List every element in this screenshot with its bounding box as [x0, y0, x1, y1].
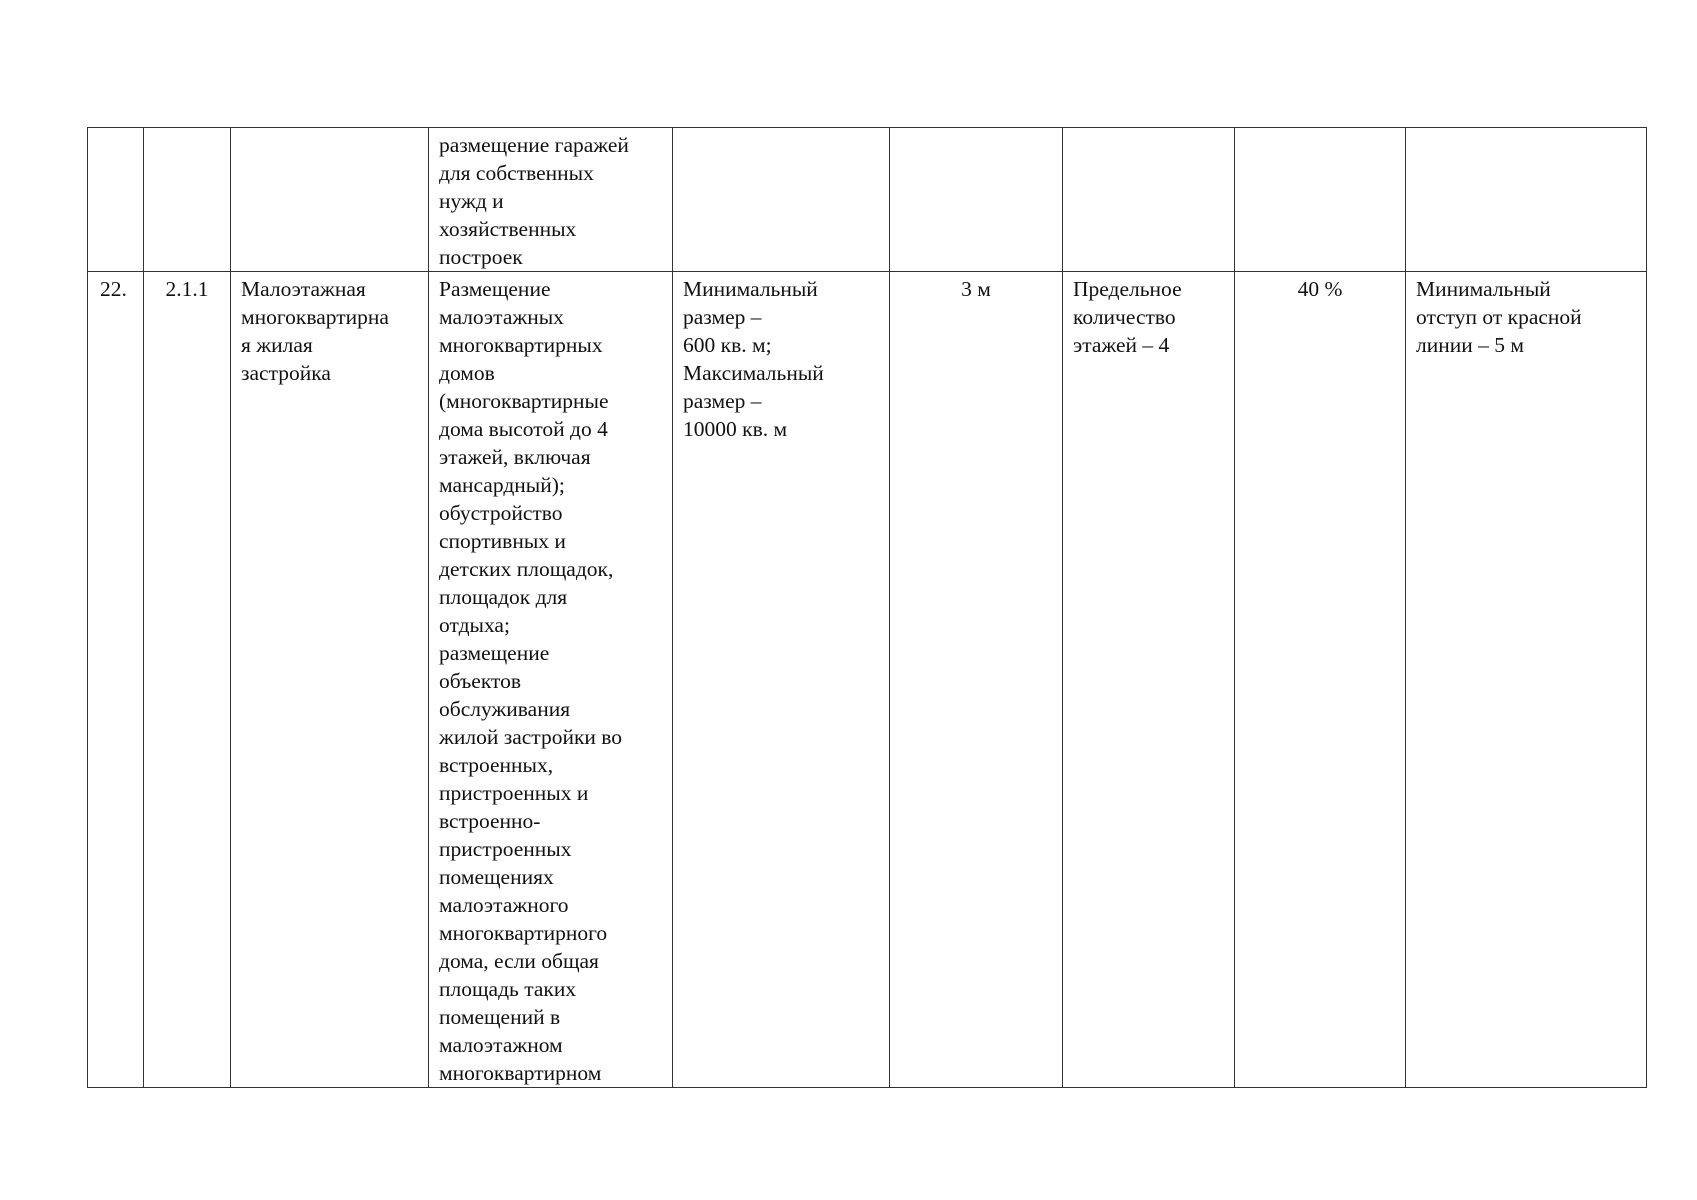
row-number-cell: [88, 128, 144, 272]
plot-size-cell: [673, 128, 890, 272]
floors-cell: Предельное количество этажей – 4: [1063, 272, 1235, 1088]
setback-cell: [890, 128, 1063, 272]
use-code-cell: [144, 128, 231, 272]
regulations-table: [87, 127, 1647, 1088]
coverage-cell: [1235, 128, 1406, 272]
table-row: [88, 272, 1647, 1088]
use-description-cell: размещение гаражей для собственных нужд и хозяйственных построек: [429, 128, 673, 272]
other-parameters-cell: Минимальный отступ от красной линии – 5 м: [1406, 272, 1647, 1088]
other-parameters-cell: [1406, 128, 1647, 272]
plot-size-cell: Минимальный размер – 600 кв. м; Максимальный размер – 10000 кв. м: [673, 272, 890, 1088]
floors-cell: [1063, 128, 1235, 272]
setback-cell: 3 м: [890, 272, 1063, 1088]
use-code-cell: 2.1.1: [144, 272, 231, 1088]
coverage-cell: 40 %: [1235, 272, 1406, 1088]
use-description-cell: Размещение малоэтажных многоквартирных домов (многоквартирные дома высотой до 4 этажей, включая мансардный); обустройство спортивных и детских площадок, площадок для отдыха; размещение объектов обслуживания жилой застройки во встроенных, пристроенных и встроенно- пристроенных помещениях малоэтажного многоквартирного дома, если общая площадь таких помещений в малоэтажном многоквартирном: [429, 272, 673, 1088]
use-name-cell: Малоэтажная многоквартирна я жилая застройка: [231, 272, 429, 1088]
row-number-cell: 22.: [88, 272, 144, 1088]
use-name-cell: [231, 128, 429, 272]
table-row: [88, 128, 1647, 272]
